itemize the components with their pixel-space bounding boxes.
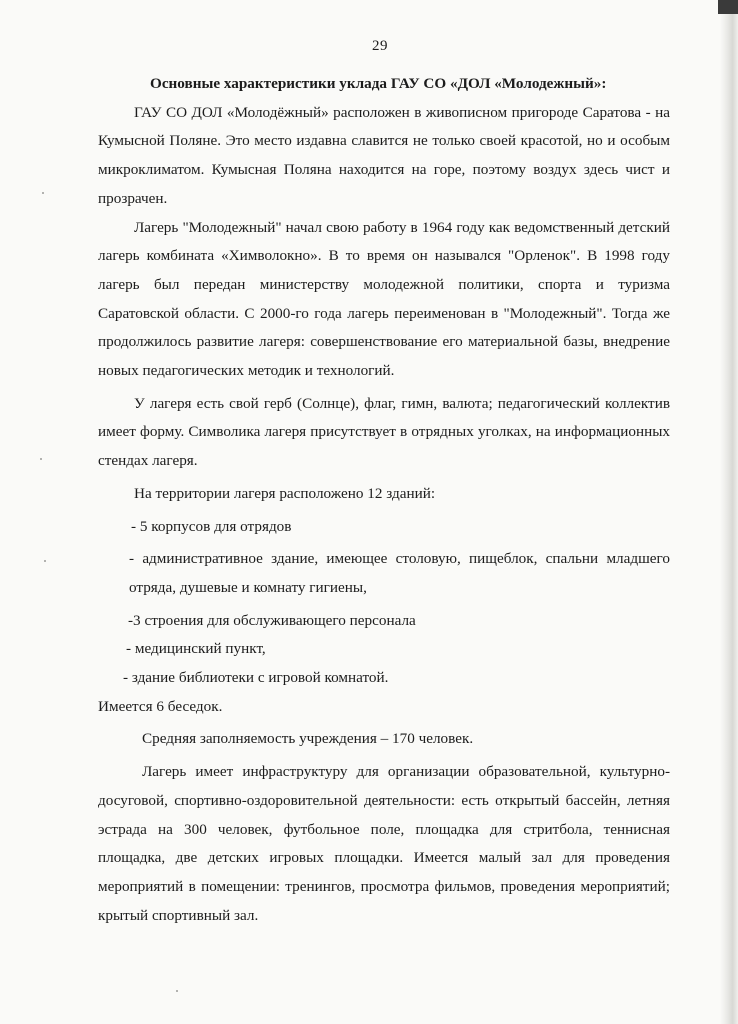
scan-speck [42, 192, 44, 194]
paragraph-infrastructure: Лагерь имеет инфраструктуру для организации образовательной, культурно-досуговой, спортивно-оздоровительной деятельности: есть открытый бассейн, летняя эстрада на 300 человек, футбольное поле, площадка для стритбола, теннисная площадка, две детских игровых площадки. Имеется малый зал для проведения мероприятий в помещении: тренингов, просмотра фильмов, проведения мероприятий; крытый спортивный зал. [98, 763, 670, 924]
paragraph-buildings-intro: На территории лагеря расположено 12 зданий: [134, 484, 436, 502]
scan-corner-mark [718, 0, 738, 14]
occupancy-line: Средняя заполняемость учреждения – 170 человек. [142, 730, 474, 748]
paragraph-history: Лагерь "Молодежный" начал свою работу в 1964 году как ведомственный детский лагерь комбината «Химволокно». В то время он назывался "Орленок". В 1998 году лагерь был передан министерству молодежной политики, спорта и туризма Саратовской области. С 2000-го года лагерь переименован в "Молодежный". Тогда же продолжилось развитие лагеря: совершенствование его материальной базы, внедрение новых педагогических методик и технологий. [98, 218, 670, 380]
scan-speck [40, 458, 42, 460]
page-edge-shadow [720, 0, 738, 1024]
paragraph-location: ГАУ СО ДОЛ «Молодёжный» расположен в живописном пригороде Саратова - на Кумысной Поляне. Это место издавна славится не только своей красотой, но и особым микроклиматом. Кумысная Поляна находится на горе, поэтому воздух здесь чист и прозрачен. [98, 103, 670, 207]
list-item: - административное здание, имеющее столовую, пищеблок, спальни младшего отряда, душевые и комнату гигиены, [129, 550, 670, 596]
paragraph-symbols: У лагеря есть свой герб (Солнце), флаг, гимн, валюта; педагогический коллектив имеет форму. Символика лагеря присутствует в отрядных уголках, на информационных стендах лагеря. [98, 394, 670, 470]
list-item: - медицинский пункт, [126, 640, 266, 658]
scan-speck [44, 560, 46, 562]
list-item: - 5 корпусов для отрядов [131, 517, 292, 535]
list-item: -3 строения для обслуживающего персонала [128, 611, 416, 629]
list-item: - здание библиотеки с игровой комнатой. [123, 669, 389, 687]
gazebos-line: Имеется 6 беседок. [98, 697, 223, 715]
scan-speck [176, 990, 178, 992]
page-number: 29 [372, 38, 388, 54]
document-body [98, 70, 670, 930]
section-title: Основные характеристики уклада ГАУ СО «ДОЛ «Молодежный»: [150, 75, 607, 92]
